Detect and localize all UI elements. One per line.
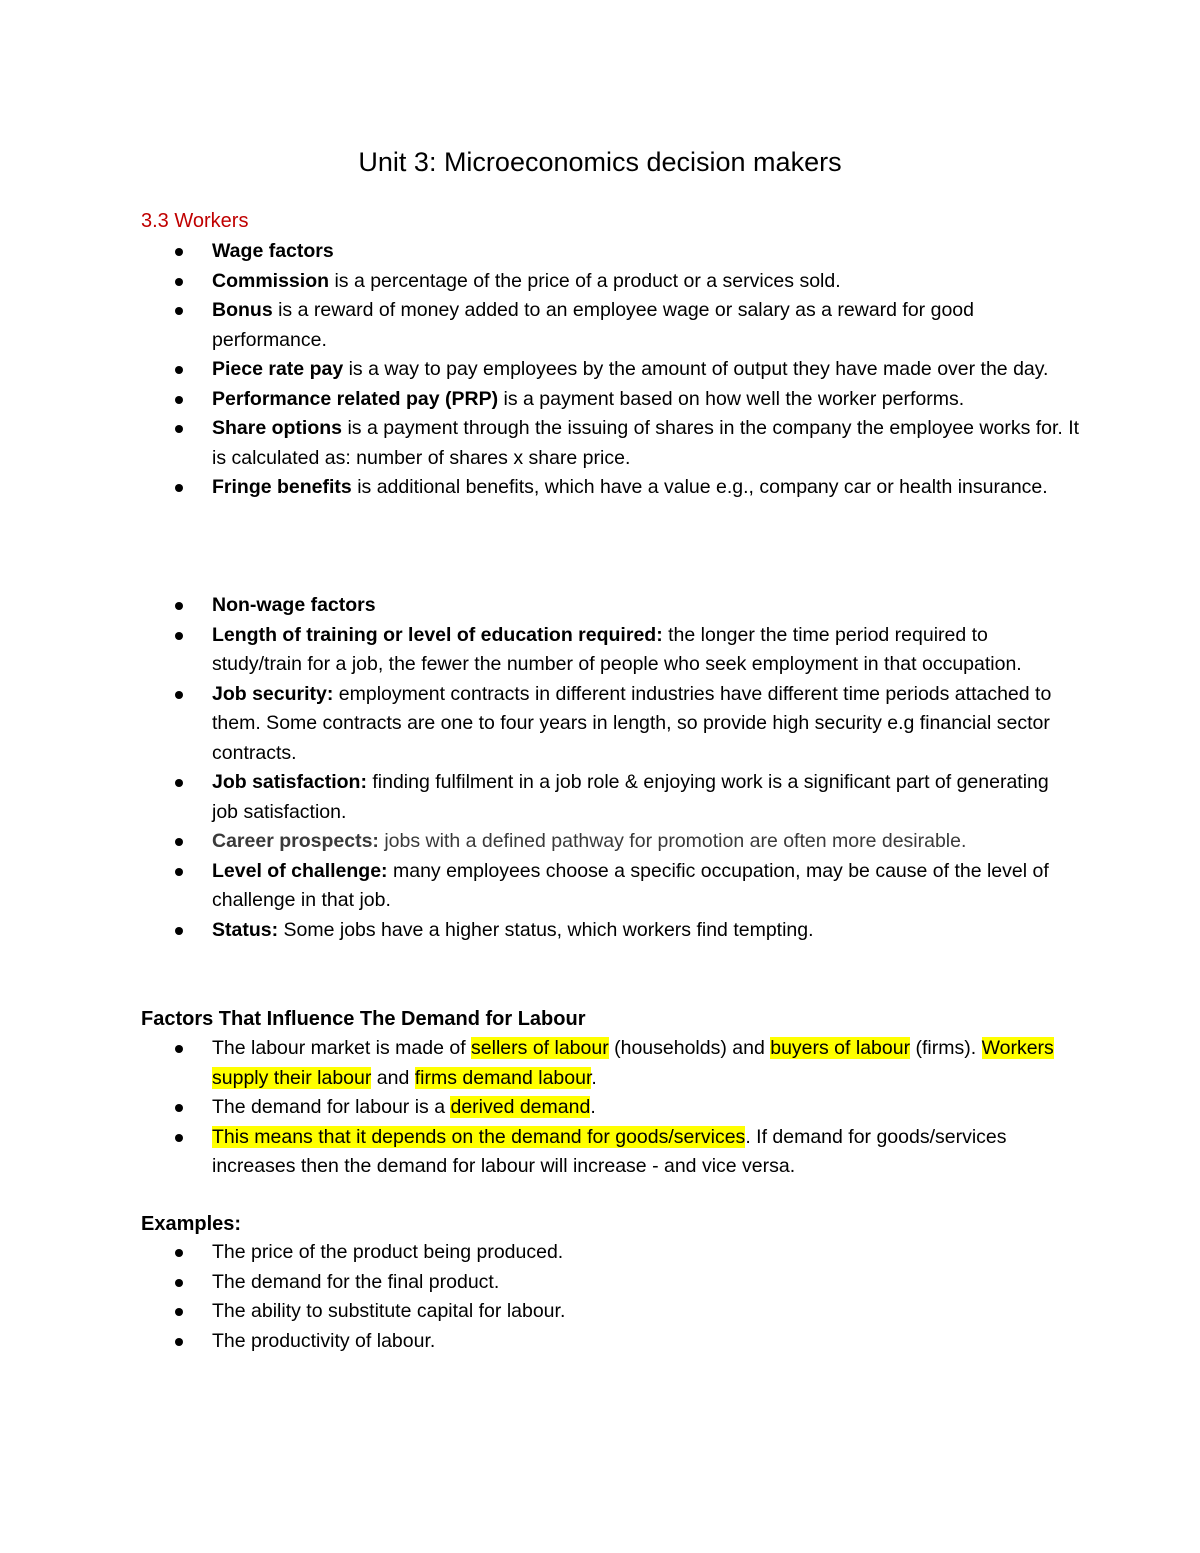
highlighted-text: Workers supply their labour [212, 1037, 1054, 1089]
highlighted-text: This means that it depends on the demand for goods/services [212, 1125, 746, 1148]
list-item-text: is a payment based on how well the worker performs. [498, 387, 965, 410]
list-item [0, 827, 1200, 857]
page-title: Unit 3: Microeconomics decision makers [358, 147, 842, 177]
bullet-icon [175, 1134, 183, 1142]
demand-heading: Factors That Influence The Demand for Labour [141, 1008, 586, 1030]
bullet-icon [175, 632, 183, 640]
highlighted-text: derived demand [450, 1096, 591, 1118]
bullet-icon [175, 278, 183, 286]
list-item-text: jobs with a defined pathway for promotion are often more desirable. [378, 830, 967, 852]
list-item [0, 1268, 1200, 1298]
list-item-text: is a payment through the issuing of shares in the company the employee works for. It is calculated as: number of shares x share price. [212, 417, 1080, 469]
list-item-term: Career prospects: [212, 830, 379, 852]
list-item-term: Fringe benefits [212, 476, 352, 498]
list-item [0, 916, 1200, 946]
bullet-icon [175, 366, 183, 374]
highlighted-text: buyers of labour [770, 1037, 911, 1059]
list-item-term: Status: [212, 918, 279, 941]
bullet-icon [175, 1338, 183, 1346]
list-item [0, 1123, 1200, 1182]
list-item [0, 237, 1200, 267]
list-item-text: The ability to substitute capital for labour. [212, 1300, 566, 1322]
demand-list [0, 1034, 1200, 1182]
list-item-text: many employees choose a specific occupation, may be cause of the level of challenge in that job. [212, 859, 1049, 911]
list-item [0, 473, 1200, 503]
text-run: . If demand for goods/services increases then the demand for labour will increase - and vice versa. [212, 1125, 1007, 1177]
bullet-icon [175, 838, 183, 846]
list-item [0, 768, 1200, 827]
list-item-term: Length of training or level of education required: [212, 623, 663, 646]
bullet-icon [175, 484, 183, 492]
list-item-text: Some jobs have a higher status, which workers find tempting. [278, 918, 814, 941]
list-item-text: is a percentage of the price of a product or a services sold. [329, 269, 841, 292]
bullet-icon [175, 779, 183, 787]
text-run: . [590, 1096, 596, 1118]
bullet-icon [175, 1308, 183, 1316]
bullet-icon [175, 1279, 183, 1287]
list-item-text: The demand for the final product. [212, 1270, 500, 1293]
bullet-icon [175, 691, 183, 699]
list-item-text: finding fulfilment in a job role & enjoying work is a significant part of generating job satisfaction. [212, 771, 1049, 823]
list-item-text: is a way to pay employees by the amount of output they have made over the day. [343, 358, 1049, 380]
list-item [0, 1327, 1200, 1357]
list-item [0, 1238, 1200, 1268]
list-item [0, 857, 1200, 916]
list-item [0, 414, 1200, 473]
list-item-text: employment contracts in different industries have different time periods attached to them. Some contracts are one to four years in length, so provide high security e.g financial sector contracts. [212, 682, 1052, 764]
text-run: (firms). [910, 1037, 982, 1059]
list-item-term: Job satisfaction: [212, 771, 367, 793]
text-run: The demand for labour is a [212, 1096, 451, 1118]
list-item-text: The price of the product being produced. [212, 1241, 564, 1263]
wage-factors-list [0, 237, 1200, 503]
bullet-icon [175, 396, 183, 404]
bullet-icon [175, 425, 183, 433]
examples-list [0, 1238, 1200, 1356]
bullet-icon [175, 1045, 183, 1053]
list-item [0, 267, 1200, 297]
list-item [0, 1034, 1200, 1093]
highlighted-text: firms demand labour [414, 1066, 592, 1089]
list-item [0, 1093, 1200, 1123]
list-item-term: Level of challenge: [212, 859, 388, 882]
bullet-icon [175, 927, 183, 935]
list-item [0, 296, 1200, 355]
list-item-term: Performance related pay (PRP) [212, 387, 499, 410]
text-run: and [371, 1066, 415, 1089]
bullet-icon [175, 1249, 183, 1257]
list-item-text: is a reward of money added to an employee wage or salary as a reward for good performance. [212, 299, 974, 351]
list-item-term: Share options [212, 417, 343, 439]
list-item-term: Bonus [212, 299, 273, 321]
bullet-icon [175, 868, 183, 876]
examples-heading: Examples: [141, 1213, 242, 1235]
section-heading: 3.3 Workers [141, 210, 249, 232]
list-item-text: is additional benefits, which have a value e.g., company car or health insurance. [351, 476, 1048, 498]
list-item-term: Non-wage factors [212, 594, 376, 616]
list-item [0, 591, 1200, 621]
text-run: (households) and [608, 1037, 771, 1059]
bullet-icon [175, 602, 183, 610]
text-run: . [591, 1066, 597, 1089]
list-item-term: Wage factors [212, 240, 334, 262]
bullet-icon [175, 1104, 183, 1112]
list-item-text: the longer the time period required to study/train for a job, the fewer the number of people who seek employment in that occupation. [212, 623, 1022, 675]
bullet-icon [175, 248, 183, 256]
list-item [0, 621, 1200, 680]
bullet-icon [175, 307, 183, 315]
highlighted-text: sellers of labour [471, 1037, 609, 1059]
nonwage-factors-list [0, 591, 1200, 945]
list-item-term: Commission [212, 269, 330, 292]
list-item-term: Job security: [212, 682, 334, 705]
list-item [0, 680, 1200, 769]
text-run: The labour market is made of [212, 1037, 472, 1059]
list-item-text: The productivity of labour. [212, 1329, 436, 1352]
list-item [0, 385, 1200, 415]
list-item [0, 1297, 1200, 1327]
list-item [0, 355, 1200, 385]
list-item-term: Piece rate pay [212, 358, 344, 380]
